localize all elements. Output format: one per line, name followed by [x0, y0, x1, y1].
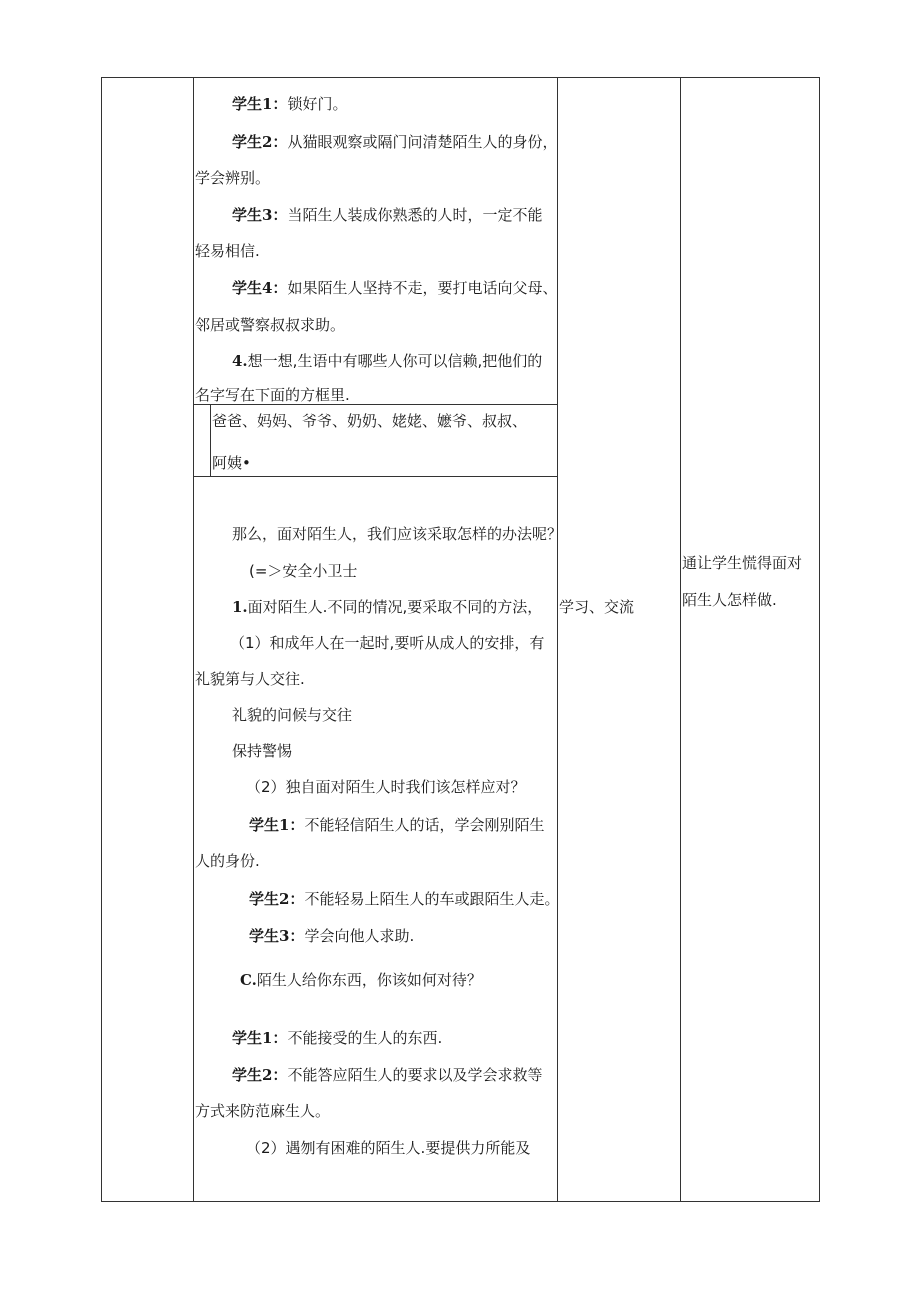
point-1a-line: （1）和成年人在一起时,要听从成人的安排，有	[230, 634, 545, 652]
point-3-line: （2）遇刎有困难的陌生人.要提供力所能及	[246, 1139, 531, 1157]
question-4-line: 4.想一想,生语中有哪些人你可以信赖,把他们的	[232, 352, 543, 370]
point-1-line: 1.面对陌生人.不同的情况,要采取不同的方法，	[232, 598, 543, 616]
point-2-student-2: 学生2：不能轻易上陌生人的车或跟陌生人走。	[249, 890, 560, 908]
table-left-border	[101, 77, 102, 1202]
purpose-cell-line-1: 通让学生慌得面对	[682, 554, 803, 572]
point-2-student-3: 学生3：学会向他人求助.	[249, 927, 415, 945]
student-4-line-cont: 邻居或警察叔叔求助。	[195, 316, 346, 334]
student-1-line: 学生1：锁好门。	[232, 95, 348, 113]
point-1a-bullet-1: 礼貌的问候与交往	[232, 706, 353, 724]
table-top-border	[101, 77, 820, 78]
section-heading: (=＞安全小卫士	[249, 562, 358, 580]
point-1a-line-cont: 礼貌第与人交往.	[195, 670, 305, 688]
student-3-line-cont: 轻易相信.	[195, 242, 260, 260]
answer-box-bottom	[193, 476, 557, 477]
point-2-student-1: 学生1：不能轻信陌生人的话，学会刚别陌生	[249, 816, 545, 834]
student-2-line: 学生2：从猫眼观察或隔门问清楚陌生人的身份，	[232, 133, 558, 151]
point-c-question: C.陌生人给你东西，你该如何对待？	[240, 971, 482, 989]
answer-box-line-1: 爸爸、妈妈、爷爷、奶奶、姥姥、嬷爷、叔叔、	[212, 412, 528, 430]
student-4-line: 学生4：如果陌生人坚持不走，要打电话向父母、	[232, 279, 558, 297]
column-divider-1	[193, 77, 194, 1202]
table-right-border	[819, 77, 820, 1202]
answer-box-left	[210, 404, 211, 476]
question-4-line-cont: 名字写在下面的方框里.	[195, 386, 350, 404]
column-divider-2	[557, 77, 558, 1202]
student-3-line: 学生3：当陌生人装成你熟悉的人时，一定不能	[232, 206, 543, 224]
point-c-student-2: 学生2：不能答应陌生人的要求以及学会求救等	[232, 1066, 543, 1084]
guiding-question: 那么，面对陌生人，我们应该采取怎样的办法呢？	[232, 525, 563, 543]
column-divider-3	[680, 77, 681, 1202]
table-bottom-border	[101, 1201, 820, 1202]
purpose-cell-line-2: 陌生人怎样做.	[682, 591, 777, 609]
answer-box-line-2: 阿姨•	[212, 454, 251, 472]
activity-cell: 学习、交流	[559, 598, 635, 616]
point-c-student-1: 学生1：不能接受的生人的东西.	[232, 1029, 443, 1047]
point-2-student-1-cont: 人的身份.	[195, 852, 260, 870]
point-1a-bullet-2: 保持警惕	[232, 742, 293, 760]
point-2-question: （2）独自面对陌生人时我们该怎样应对？	[246, 778, 526, 796]
point-c-student-2-cont: 方式来防范麻生人。	[195, 1102, 331, 1120]
student-2-line-cont: 学会辨别。	[195, 169, 271, 187]
